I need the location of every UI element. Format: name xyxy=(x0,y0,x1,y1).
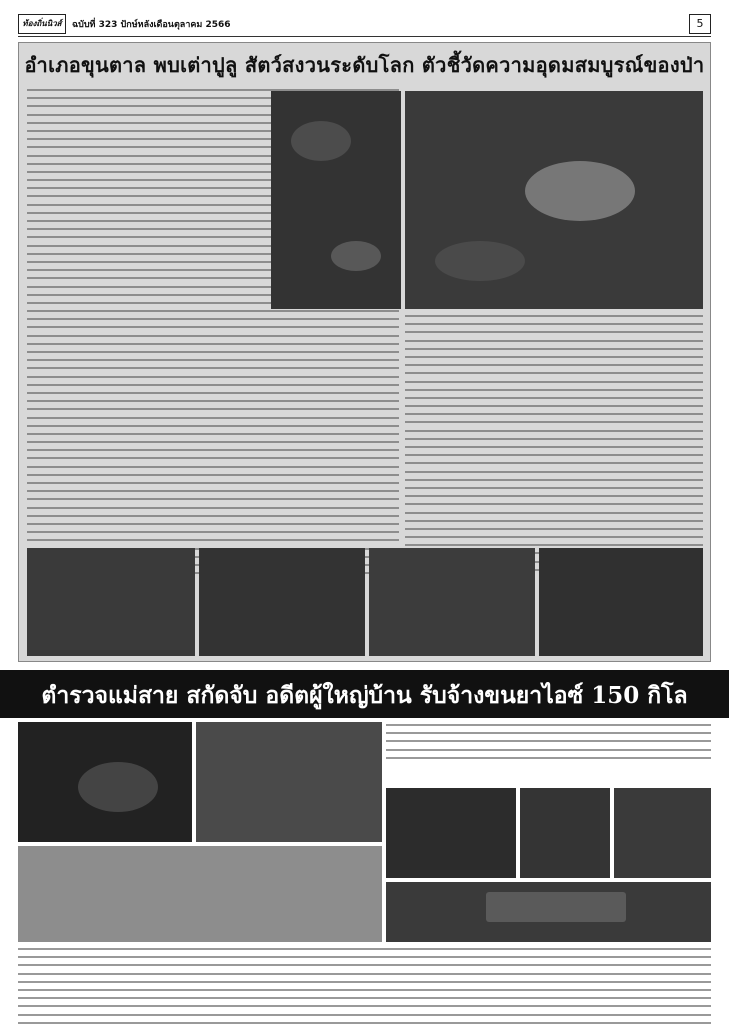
photo-drug-packages xyxy=(18,846,382,942)
article-body-bottom xyxy=(18,948,711,1030)
issue-info: ฉบับที่ 323 ปักษ์หลังเดือนตุลาคม 2566 xyxy=(72,20,231,30)
photo-arrest-night-2 xyxy=(520,788,610,878)
photo-survey-team-3 xyxy=(369,548,535,656)
newspaper-logo: ท้องถิ่นนิวส์ xyxy=(18,14,66,34)
photo-survey-team-4 xyxy=(539,548,703,656)
story-turtle xyxy=(18,42,711,662)
photo-arrest-night-3 xyxy=(614,788,711,878)
page-number: 5 xyxy=(689,14,711,34)
story-turtle-headline: อำเภอขุนตาล พบเต่าปูลู สัตว์สงวนระดับโลก ตัวชี้วัดความอุดมสมบูรณ์ของป่า xyxy=(24,53,705,77)
photo-stream-turtle-small xyxy=(271,91,401,309)
story-drugs-headline: ตำรวจแม่สาย สกัดจับ อดีตผู้ใหญ่บ้าน รับจ้างขนยาไอซ์ 150 กิโล xyxy=(41,682,688,709)
page-header xyxy=(18,12,711,37)
article-body-column xyxy=(405,315,703,577)
photo-arrest-night xyxy=(386,788,516,878)
photo-checkpoint xyxy=(386,882,711,942)
photo-survey-team-2 xyxy=(199,548,365,656)
photo-police-office xyxy=(196,722,382,842)
photo-turtle-on-rocks xyxy=(405,91,703,309)
article-body-column xyxy=(386,724,711,765)
photo-suspects-lineup xyxy=(18,722,192,842)
photo-survey-team-1 xyxy=(27,548,195,656)
